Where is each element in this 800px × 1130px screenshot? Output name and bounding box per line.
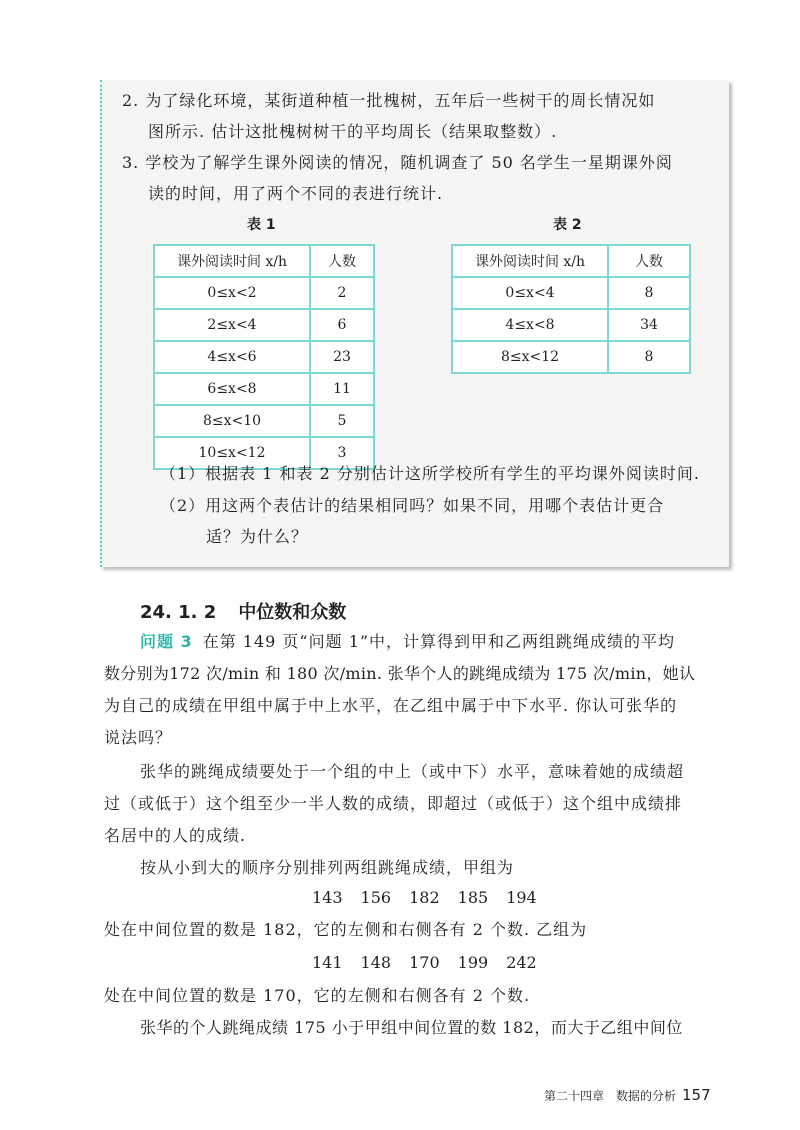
- table-cell: 11: [310, 373, 374, 405]
- table-cell: 23: [310, 341, 374, 373]
- group-b-values: [312, 953, 555, 972]
- table-cell: 8≤x<12: [452, 341, 608, 373]
- problem-line-4: 说法吗？: [104, 728, 173, 747]
- table-cell: 5: [310, 405, 374, 437]
- group-b-value: 170: [409, 953, 440, 972]
- group-b-value: 199: [457, 953, 489, 972]
- problem-label: 问题 3: [140, 632, 193, 651]
- table-cell: 4≤x<8: [452, 309, 608, 341]
- sub-question-2-line-2: 适？为什么？: [206, 527, 309, 546]
- table-cell: 2: [310, 277, 374, 309]
- table-row: [154, 373, 374, 405]
- table-1-header-time: 课外阅读时间 x/h: [154, 245, 310, 277]
- problem-line-1: [140, 632, 675, 652]
- table-2-header-time: 课外阅读时间 x/h: [452, 245, 608, 277]
- group-a-value: 182: [409, 888, 440, 907]
- paragraph-1-line-3: 名居中的人的成绩.: [104, 826, 247, 845]
- section-heading: [140, 598, 346, 624]
- table-row: [154, 309, 374, 341]
- page-footer: [544, 1086, 711, 1104]
- table-row: [452, 309, 690, 341]
- table-row: [154, 341, 374, 373]
- group-a-value: 185: [457, 888, 489, 907]
- problem-line-3: 为自己的成绩在甲组中属于中上水平，在乙组中属于中下水平. 你认可张华的: [104, 696, 678, 715]
- group-b-value: 242: [506, 953, 537, 972]
- table-1-caption: 表 1: [247, 217, 276, 233]
- table-row: [452, 341, 690, 373]
- problem-text-1: 在第 149 页“问题 1”中，计算得到甲和乙两组跳绳成绩的平均: [202, 632, 676, 651]
- paragraph-3: 处在中间位置的数是 182，它的左侧和右侧各有 2 个数. 乙组为: [104, 920, 588, 939]
- group-b-value: 148: [360, 953, 392, 972]
- table-cell: 3: [310, 437, 374, 469]
- table-cell: 0≤x<2: [154, 277, 310, 309]
- table-1: [153, 244, 375, 470]
- table-cell: 4≤x<6: [154, 341, 310, 373]
- table-2: [451, 244, 691, 374]
- section-title: 中位数和众数: [238, 602, 347, 623]
- section-number: 24. 1. 2: [140, 602, 217, 623]
- paragraph-4: 处在中间位置的数是 170，它的左侧和右侧各有 2 个数.: [104, 986, 531, 1005]
- group-b-value: 141: [312, 953, 343, 972]
- group-a-values: [312, 888, 555, 907]
- table-cell: 10≤x<12: [154, 437, 310, 469]
- group-a-value: 156: [360, 888, 392, 907]
- paragraph-1-line-1: 张华的跳绳成绩要处于一个组的中上（或中下）水平，意味着她的成绩超: [140, 762, 685, 781]
- table-cell: 8≤x<10: [154, 405, 310, 437]
- exercise-3-line-2: 读的时间，用了两个不同的表进行统计.: [148, 184, 444, 203]
- table-cell: 6: [310, 309, 374, 341]
- paragraph-1-line-2: 过（或低于）这个组至少一半人数的成绩，即超过（或低于）这个组中成绩排: [104, 794, 683, 813]
- exercise-2-line-2: 图所示. 估计这批槐树树干的平均周长（结果取整数）.: [148, 122, 558, 141]
- table-cell: 6≤x<8: [154, 373, 310, 405]
- table-row: [154, 405, 374, 437]
- group-a-value: 143: [312, 888, 343, 907]
- table-2-caption: 表 2: [553, 217, 582, 233]
- sub-question-2-line-1: （2）用这两个表估计的结果相同吗？如果不同，用哪个表估计更合: [160, 496, 665, 515]
- table-row: [452, 277, 690, 309]
- page-number: 157: [682, 1086, 711, 1104]
- chapter-title: 第二十四章 数据的分析: [544, 1089, 677, 1103]
- table-1-header-count: 人数: [310, 245, 374, 277]
- sub-question-1: （1）根据表 1 和表 2 分别估计这所学校所有学生的平均课外阅读时间.: [160, 464, 700, 483]
- paragraph-5: 张华的个人跳绳成绩 175 小于甲组中间位置的数 182，而大于乙组中间位: [140, 1018, 683, 1037]
- table-2-header-count: 人数: [608, 245, 690, 277]
- table-cell: 8: [608, 341, 690, 373]
- table-cell: 34: [608, 309, 690, 341]
- table-row: [154, 277, 374, 309]
- table-cell: 8: [608, 277, 690, 309]
- table-cell: 2≤x<4: [154, 309, 310, 341]
- table-cell: 0≤x<4: [452, 277, 608, 309]
- paragraph-2: 按从小到大的顺序分别排列两组跳绳成绩，甲组为: [140, 858, 515, 877]
- exercise-3-line-1: 3. 学校为了解学生课外阅读的情况，随机调查了 50 名学生一星期课外阅: [122, 153, 673, 172]
- group-a-value: 194: [506, 888, 537, 907]
- problem-line-2: 数分别为172 次/min 和 180 次/min. 张华个人的跳绳成绩为 175 次/min，她认: [104, 664, 696, 683]
- exercise-2-line-1: 2. 为了绿化环境，某街道种植一批槐树，五年后一些树干的周长情况如: [122, 91, 656, 110]
